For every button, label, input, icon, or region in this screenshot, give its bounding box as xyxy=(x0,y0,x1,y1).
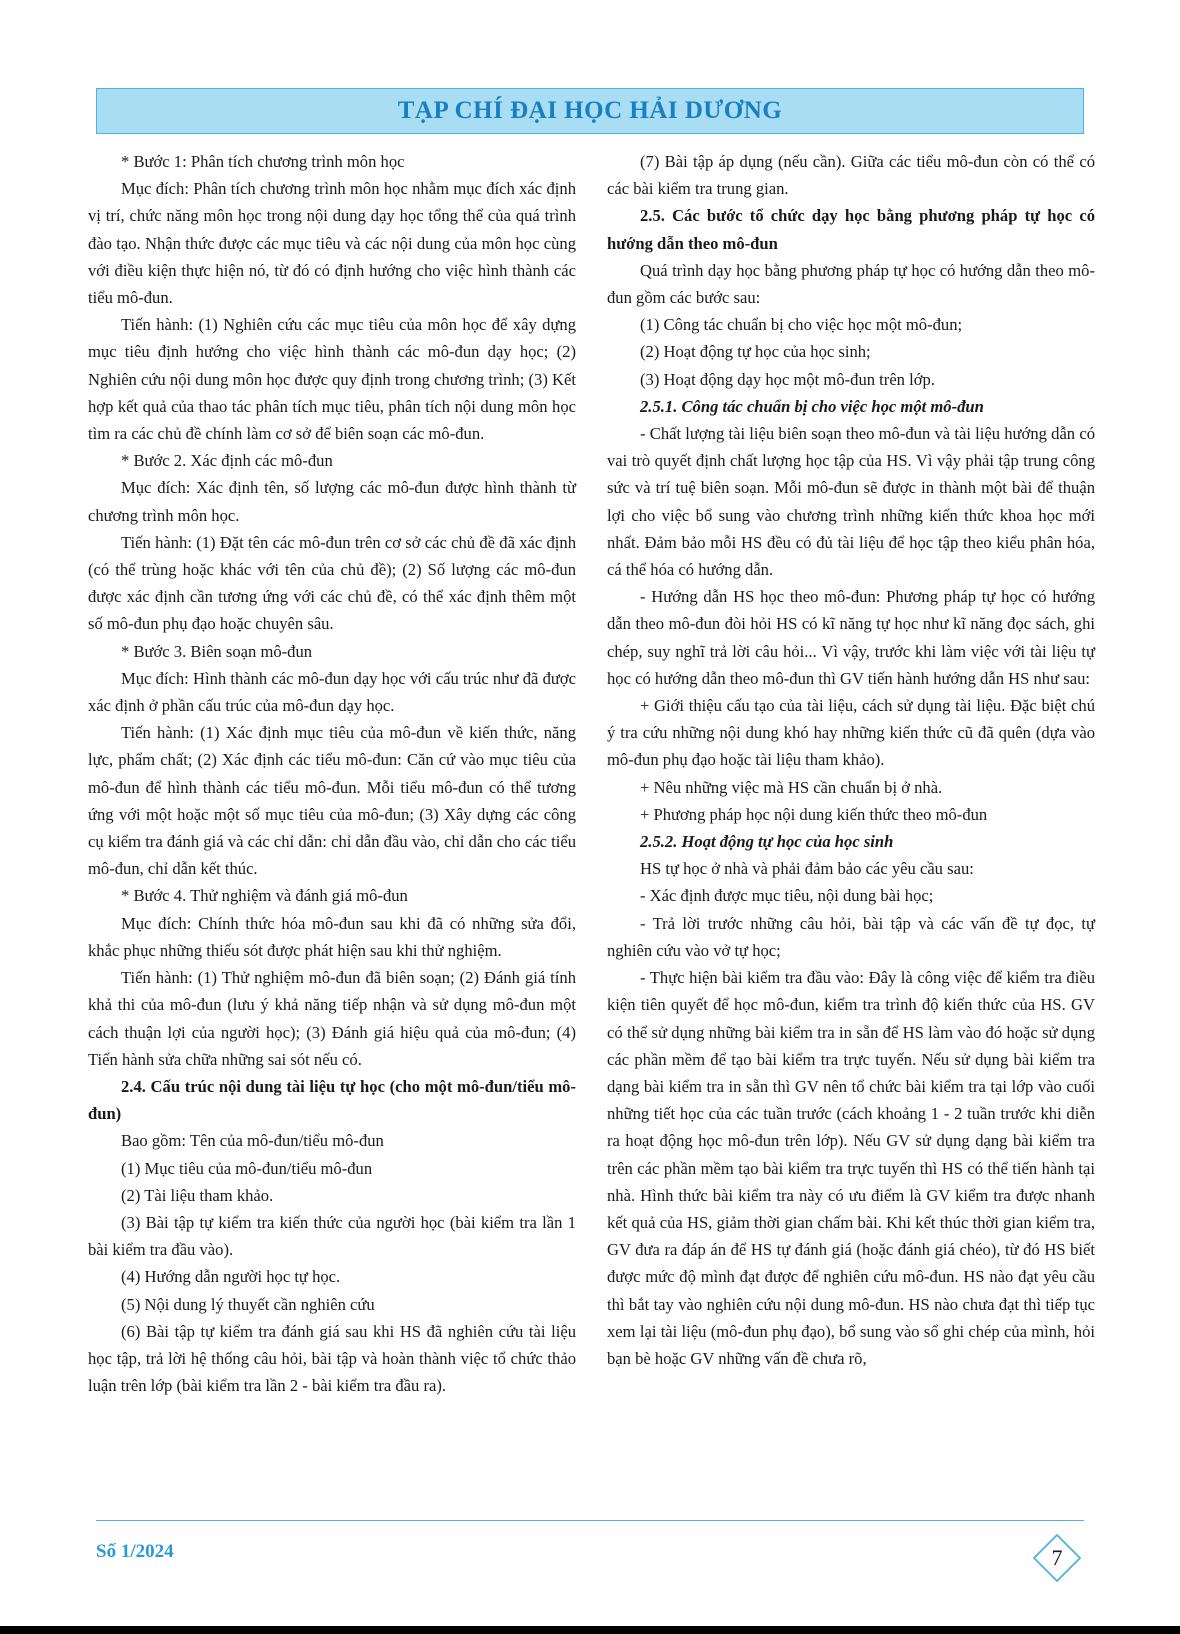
paragraph: Tiến hành: (1) Xác định mục tiêu của mô-đun về kiến thức, năng lực, phẩm chất; (2) Xác định các tiểu mô-đun: Căn cứ vào mục tiêu của mô-đun để hình thành các tiểu mô-đun. Mỗi tiểu mô-đun có thể tương ứng với một hoặc một số mục tiêu của mô-đun; (3) Xây dựng các công cụ kiểm tra đánh giá và các chỉ dẫn: chỉ dẫn đầu vào, chỉ dẫn cho các tiểu mô-đun, chỉ dẫn kết thúc. xyxy=(88,723,576,879)
paragraph: - Trả lời trước những câu hỏi, bài tập và các vấn đề tự đọc, tự nghiên cứu vào vở tự học; xyxy=(607,913,1095,960)
paragraph: Quá trình dạy học bằng phương pháp tự học có hướng dẫn theo mô-đun gồm các bước sau: xyxy=(607,260,1095,308)
paragraph: (2) Hoạt động tự học của học sinh; xyxy=(640,342,871,362)
journal-header-band xyxy=(96,88,1084,134)
paragraph: (1) Công tác chuẩn bị cho việc học một mô-đun; xyxy=(640,315,963,335)
paragraph: (3) Bài tập tự kiểm tra kiến thức của người học (bài kiểm tra lần 1 bài kiểm tra đầu vào). xyxy=(88,1212,576,1260)
paragraph: * Bước 2. Xác định các mô-đun xyxy=(121,451,333,471)
paragraph: Tiến hành: (1) Thử nghiệm mô-đun đã biên soạn; (2) Đánh giá tính khả thi của mô-đun (lưu ý khả năng tiếp nhận và sử dụng mô-đun một cách thuận lợi của người học); (3) Đánh giá hiệu quả của mô-đun; (4) Tiến hành sửa chữa những sai sót nếu có. xyxy=(88,968,576,1069)
paragraph: + Phương pháp học nội dung kiến thức theo mô-đun xyxy=(640,804,988,824)
paragraph: (4) Hướng dẫn người học tự học. xyxy=(121,1267,341,1287)
issue-number: Số 1/2024 xyxy=(96,1541,174,1562)
paragraph: - Hướng dẫn HS học theo mô-đun: Phương pháp tự học có hướng dẫn theo mô-đun đòi hỏi HS có kĩ năng tự học như kĩ năng đọc sách, ghi chép, suy nghĩ trả lời câu hỏi... Vì vậy, trước khi làm việc với tài liệu tự học có hướng dẫn theo mô-đun thì GV tiến hành hướng dẫn HS như sau: xyxy=(607,587,1095,688)
paragraph: (3) Hoạt động dạy học một mô-đun trên lớp. xyxy=(640,369,935,389)
paragraph: + Giới thiệu cấu tạo của tài liệu, cách sử dụng tài liệu. Đặc biệt chú ý tra cứu những nội dung khó hay những kiến thức cũ đã quên (dựa vào mô-đun phụ đạo hoặc tài liệu tham khảo). xyxy=(607,696,1095,770)
paragraph: - Xác định được mục tiêu, nội dung bài học; xyxy=(640,886,934,906)
paragraph: * Bước 4. Thử nghiệm và đánh giá mô-đun xyxy=(121,886,408,906)
section-heading: 2.5.2. Hoạt động tự học của học sinh xyxy=(640,832,894,852)
paragraph: Mục đích: Hình thành các mô-đun dạy học với cấu trúc như đã được xác định ở phần cấu trúc của mô-đun dạy học. xyxy=(88,668,576,716)
paragraph: Mục đích: Phân tích chương trình môn học nhằm mục đích xác định vị trí, chức năng môn học trong nội dung dạy học tổng thể của quá trình đào tạo. Nhận thức được các mục tiêu và các nội dung của môn học cùng với điều kiện thực hiện nó, từ đó có định hướng cho việc hình thành các tiểu mô-đun. xyxy=(88,179,576,308)
paragraph: (5) Nội dung lý thuyết cần nghiên cứu xyxy=(121,1294,375,1314)
paragraph: (6) Bài tập tự kiểm tra đánh giá sau khi HS đã nghiên cứu tài liệu học tập, trả lời hệ thống câu hỏi, bài tập và hoàn thành việc tổ chức thảo luận trên lớp (bài kiểm tra lần 2 - bài kiểm tra đầu ra). xyxy=(88,1321,576,1396)
right-column xyxy=(607,148,1095,1372)
paragraph: Mục đích: Chính thức hóa mô-đun sau khi đã có những sửa đổi, khắc phục những thiếu sót được phát hiện sau khi thử nghiệm. xyxy=(88,913,576,960)
journal-title: TẠP CHÍ ĐẠI HỌC HẢI DƯƠNG xyxy=(397,97,783,124)
paragraph: (7) Bài tập áp dụng (nếu cần). Giữa các tiểu mô-đun còn có thể có các bài kiểm tra trung gian. xyxy=(607,152,1095,199)
paragraph: + Nêu những việc mà HS cần chuẩn bị ở nhà. xyxy=(640,777,943,797)
page-number-badge xyxy=(1032,1533,1082,1583)
paragraph: (1) Mục tiêu của mô-đun/tiểu mô-đun xyxy=(121,1158,373,1178)
paragraph: * Bước 3. Biên soạn mô-đun xyxy=(121,641,313,661)
paragraph: Bao gồm: Tên của mô-đun/tiểu mô-đun xyxy=(121,1131,384,1151)
paragraph: - Thực hiện bài kiểm tra đầu vào: Đây là công việc để kiểm tra điều kiện tiên quyết để học mô-đun, kiểm tra trình độ kiến thức của HS. GV có thể sử dụng những bài kiểm tra in sẵn để HS làm vào đó hoặc sử dụng các phần mềm để tạo bài kiểm tra trực tuyến. Nếu sử dụng bài kiểm tra dạng bài kiểm tra in sẵn thì GV nên tổ chức bài kiểm tra tại lớp vào cuối những tiết học của các tuần trước (cách khoảng 1 - 2 tuần trước khi diễn ra hoạt động học mô-đun trên lớp). Nếu GV sử dụng dạng bài kiểm tra trên các phần mềm tạo bài kiểm tra trực tuyến thì HS có thể tiến hành tại nhà. Hình thức bài kiểm tra này có ưu điểm là GV kiểm tra được nhanh kết quả của HS, giảm thời gian chấm bài. Khi kết thúc thời gian kiểm tra, GV đưa ra đáp án để HS tự đánh giá (hoặc đánh giá chéo), từ đó HS biết được mức độ mình đạt được để nghiên cứu mô-đun. HS nào đạt yêu cầu thì bắt tay vào nghiên cứu nội dung mô-đun. HS nào chưa đạt thì tiếp tục xem lại tài liệu (mô-đun phụ đạo), bổ sung vào sổ ghi chép của mình, hỏi bạn bè hoặc GV những vấn đề chưa rõ, xyxy=(607,968,1095,1368)
paragraph: * Bước 1: Phân tích chương trình môn học xyxy=(121,152,405,171)
paragraph: Mục đích: Xác định tên, số lượng các mô-đun được hình thành từ chương trình môn học. xyxy=(88,478,576,525)
section-heading: 2.5. Các bước tổ chức dạy học bằng phương pháp tự học có hướng dẫn theo mô-đun xyxy=(607,206,1095,253)
section-heading: 2.4. Cấu trúc nội dung tài liệu tự học (cho một mô-đun/tiểu mô-đun) xyxy=(88,1076,576,1124)
page-number: 7 xyxy=(1051,1545,1063,1570)
footer-divider xyxy=(96,1520,1084,1521)
paragraph: Tiến hành: (1) Nghiên cứu các mục tiêu của môn học để xây dựng mục tiêu định hướng cho việc hình thành các mô-đun dạy học; (2) Nghiên cứu nội dung môn học được quy định trong chương trình; (3) Kết hợp kết quả của thao tác phân tích mục tiêu, phân tích nội dung môn học tìm ra các chủ đề chính làm cơ sở để biên soạn các mô-đun. xyxy=(88,315,576,444)
left-column xyxy=(88,148,576,1399)
paragraph: (2) Tài liệu tham khảo. xyxy=(121,1185,274,1205)
section-heading: 2.5.1. Công tác chuẩn bị cho việc học một mô-đun xyxy=(640,396,984,416)
paragraph: Tiến hành: (1) Đặt tên các mô-đun trên cơ sở các chủ đề đã xác định (có thể trùng hoặc khác với tên của chủ đề); (2) Số lượng các mô-đun được xác định cần tương ứng với các chủ đề, có thể xác định thêm một số mô-đun phụ đạo hoặc chuyên sâu. xyxy=(88,532,576,634)
paragraph: HS tự học ở nhà và phải đảm bảo các yêu cầu sau: xyxy=(640,859,974,879)
bottom-edge-bar xyxy=(0,1626,1180,1634)
paragraph: - Chất lượng tài liệu biên soạn theo mô-đun và tài liệu hướng dẫn có vai trò quyết định chất lượng học tập của HS. Vì vậy phải tập trung công sức và trí tuệ biên soạn. Mỗi mô-đun sẽ được in thành một bài để thuận lợi cho việc bổ sung vào chương trình những kiến thức khoa học mới nhất. Đảm bảo mỗi HS đều có đủ tài liệu để học tập theo kiểu phân hóa, cá thể hóa có hướng dẫn. xyxy=(607,424,1095,580)
